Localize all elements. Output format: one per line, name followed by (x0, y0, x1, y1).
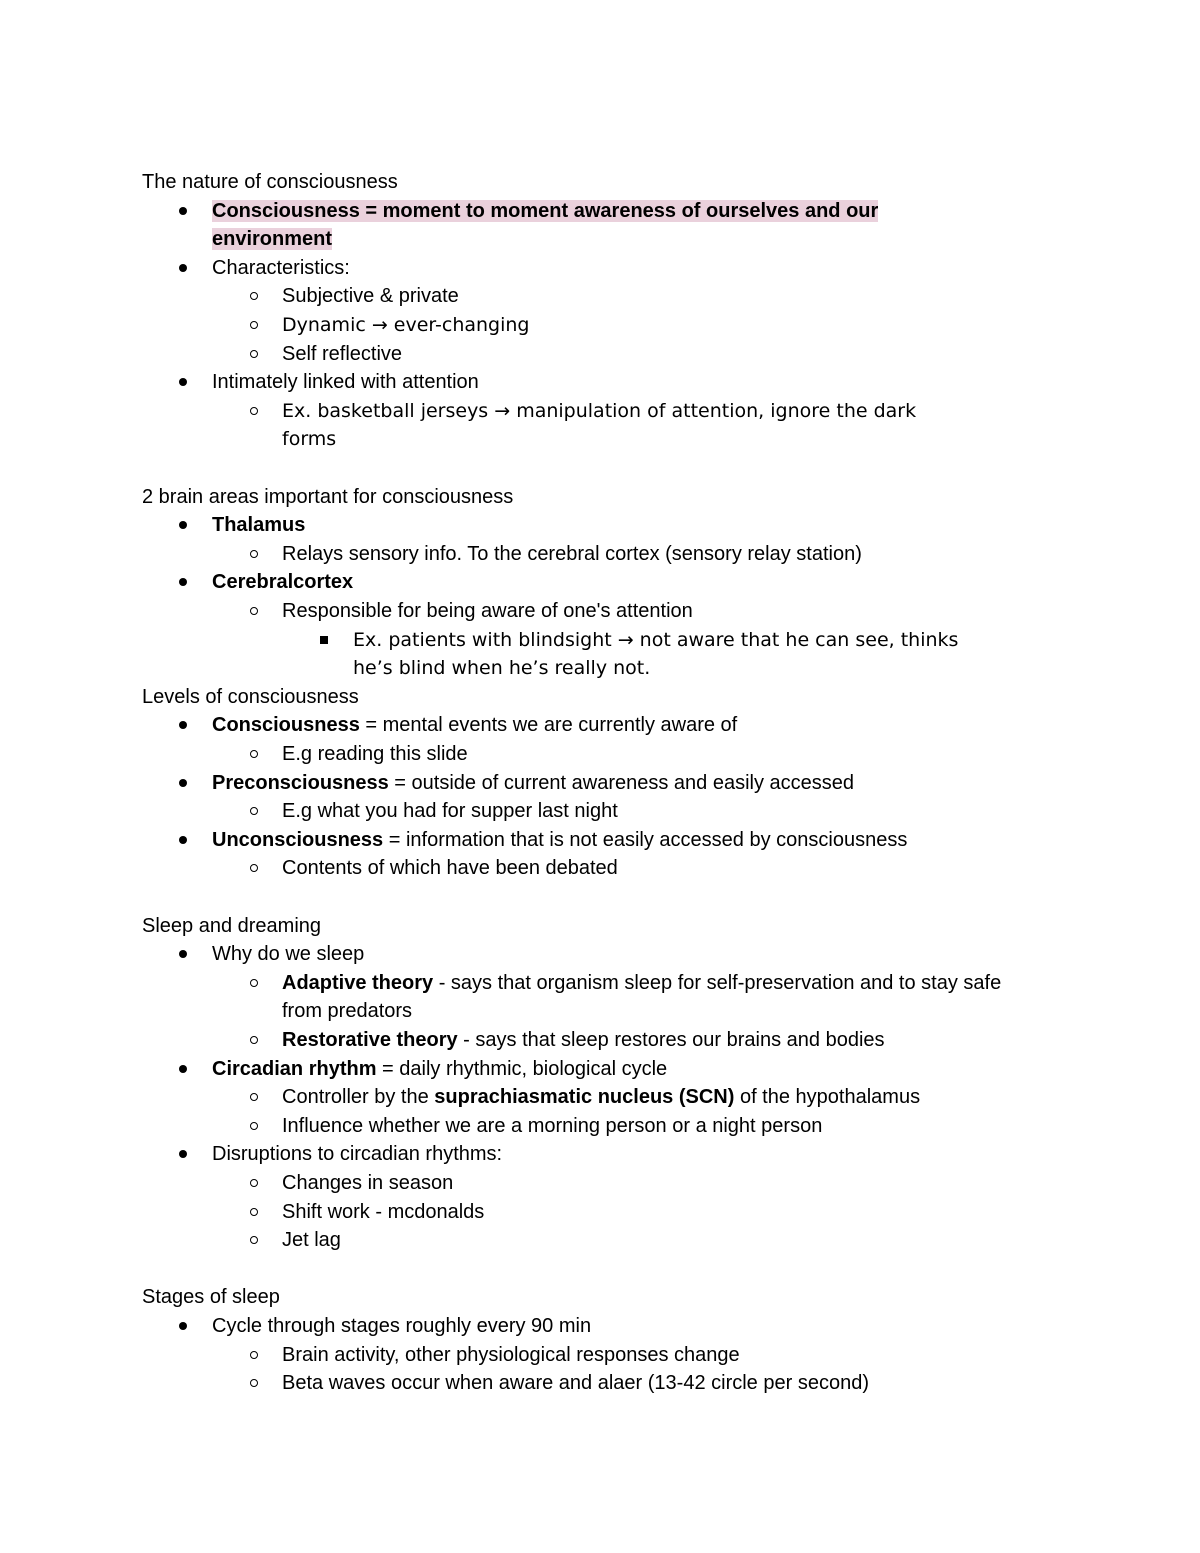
list-item (0, 654, 1200, 683)
bullet-circle-icon (250, 864, 258, 872)
bullet-circle-icon (250, 1122, 258, 1130)
bold-term: Consciousness = moment to moment awareness of ourselves and our (212, 199, 879, 222)
text-run: 2 brain areas important for consciousness (142, 485, 514, 508)
text-run: Cycle through stages roughly every 90 min (212, 1315, 592, 1337)
text-run: of the hypothalamus (734, 1086, 921, 1109)
bullet-circle-icon (250, 1179, 258, 1187)
list-item (0, 1169, 1200, 1198)
line-text (212, 1140, 502, 1169)
text-run: forms (282, 428, 337, 451)
line-text (282, 1198, 484, 1227)
line-text (282, 340, 402, 369)
line-text (212, 197, 878, 226)
bullet-disc-icon (179, 1150, 187, 1158)
section-heading (0, 483, 1200, 512)
text-run: - says that sleep restores our brains and bodies (457, 1029, 885, 1051)
text-run: Ex. basketball jerseys → manipulation of attention, ignore the dark (282, 399, 917, 422)
line-text (282, 311, 529, 340)
line-text (353, 654, 650, 683)
text-run: = information that is not easily accessed by consciousness (383, 828, 908, 851)
line-text (282, 1026, 885, 1055)
list-item (0, 711, 1200, 740)
list-item (0, 568, 1200, 597)
line-text (282, 397, 916, 426)
line-text (282, 1112, 822, 1141)
line-text (282, 797, 618, 826)
line-text (212, 254, 350, 283)
text-run: he’s blind when he’s really not. (353, 657, 651, 680)
bullet-disc-icon (179, 1065, 187, 1073)
list-item (0, 282, 1200, 311)
line-text (142, 683, 359, 712)
bullet-circle-icon (250, 550, 258, 558)
list-item (0, 511, 1200, 540)
line-text (282, 740, 468, 769)
text-run: Changes in season (282, 1172, 454, 1194)
list-item (0, 1198, 1200, 1227)
bold-term: Circadian rhythm (212, 1057, 377, 1080)
text-run: Controller by the (282, 1086, 435, 1109)
list-item (0, 969, 1200, 998)
bullet-circle-icon (250, 607, 258, 615)
bullet-disc-icon (179, 378, 187, 386)
bullet-circle-icon (250, 1208, 258, 1216)
line-text (212, 1055, 667, 1084)
bold-term: Unconsciousness (212, 828, 384, 851)
text-run: Beta waves occur when aware and alaer (13-42 circle per second) (282, 1372, 869, 1395)
line-text (282, 1169, 453, 1198)
list-item (0, 1083, 1200, 1112)
line-text (282, 1083, 920, 1112)
text-run: Contents of which have been debated (282, 857, 618, 880)
text-run: Brain activity, other physiological responses change (282, 1343, 740, 1366)
list-item (0, 854, 1200, 883)
bullet-circle-icon (250, 1093, 258, 1101)
section-heading (0, 168, 1200, 197)
text-run: Levels of consciousness (142, 685, 359, 708)
line-text (212, 711, 737, 740)
bullet-disc-icon (179, 836, 187, 844)
bullet-square-icon (320, 636, 328, 644)
bold-term: Cerebralcortex (212, 571, 354, 594)
list-item (0, 254, 1200, 283)
text-run: Stages of sleep (142, 1286, 280, 1309)
list-item (0, 368, 1200, 397)
bold-term: Adaptive theory (282, 971, 434, 994)
line-text (282, 1341, 740, 1370)
list-item (0, 1140, 1200, 1169)
line-text (282, 282, 459, 311)
bullet-circle-icon (250, 407, 258, 415)
text-run: E.g what you had for supper last night (282, 800, 618, 823)
line-text (282, 969, 1001, 998)
line-text (353, 626, 958, 655)
line-text (282, 540, 862, 569)
bullet-disc-icon (179, 721, 187, 729)
text-run: Shift work - mcdonalds (282, 1200, 485, 1223)
text-run: Dynamic → ever-changing (282, 314, 530, 336)
section-heading (0, 1283, 1200, 1312)
list-item (0, 626, 1200, 655)
line-text (142, 168, 398, 197)
section-heading (0, 683, 1200, 712)
text-run: Jet lag (282, 1229, 341, 1252)
bullet-circle-icon (250, 750, 258, 758)
bullet-circle-icon (250, 350, 258, 358)
bullet-disc-icon (179, 950, 187, 958)
blank-line (0, 454, 1200, 483)
line-text (282, 1369, 869, 1398)
text-run: = mental events we are currently aware of (359, 714, 738, 737)
list-item (0, 826, 1200, 855)
bullet-circle-icon (250, 1236, 258, 1244)
bullet-circle-icon (250, 1036, 258, 1044)
list-item (0, 997, 1200, 1026)
bullet-disc-icon (179, 521, 187, 529)
line-text (212, 769, 854, 798)
list-item (0, 340, 1200, 369)
line-text (282, 854, 618, 883)
text-run: Characteristics: (212, 256, 350, 279)
list-item (0, 797, 1200, 826)
line-text (212, 511, 305, 540)
list-item (0, 540, 1200, 569)
bullet-circle-icon (250, 1351, 258, 1359)
text-run: - says that organism sleep for self-preservation and to stay safe (433, 971, 1002, 994)
text-run: from predators (282, 1000, 413, 1023)
list-item (0, 197, 1200, 226)
list-item (0, 425, 1200, 454)
text-run: = outside of current awareness and easily accessed (388, 771, 855, 794)
line-text (142, 483, 513, 512)
text-run: Ex. patients with blindsight → not aware that he can see, thinks (353, 628, 959, 651)
bullet-circle-icon (250, 292, 258, 300)
text-run: Disruptions to circadian rhythms: (212, 1143, 503, 1166)
line-text (212, 225, 332, 254)
line-text (142, 1283, 280, 1312)
list-item (0, 225, 1200, 254)
list-item (0, 597, 1200, 626)
list-item (0, 769, 1200, 798)
line-text (212, 1312, 591, 1341)
bullet-disc-icon (179, 1322, 187, 1330)
text-run: The nature of consciousness (142, 171, 398, 193)
bullet-circle-icon (250, 1379, 258, 1387)
text-run: Relays sensory info. To the cerebral cortex (sensory relay station) (282, 542, 862, 565)
line-text (142, 912, 321, 941)
text-run: Intimately linked with attention (212, 371, 479, 394)
bullet-circle-icon (250, 979, 258, 987)
line-text (212, 826, 907, 855)
bullet-circle-icon (250, 321, 258, 329)
text-run: Influence whether we are a morning person or a night person (282, 1114, 823, 1137)
list-item (0, 1112, 1200, 1141)
line-text (282, 597, 693, 626)
text-run: Self reflective (282, 342, 403, 365)
bullet-circle-icon (250, 807, 258, 815)
text-run: Subjective & private (282, 285, 459, 308)
bold-term: suprachiasmatic nucleus (SCN) (434, 1086, 735, 1109)
section-heading (0, 912, 1200, 941)
blank-line (0, 1255, 1200, 1284)
line-text (212, 568, 353, 597)
list-item (0, 1312, 1200, 1341)
line-text (282, 1226, 341, 1255)
blank-line (0, 883, 1200, 912)
text-run: Sleep and dreaming (142, 914, 322, 937)
list-item (0, 1026, 1200, 1055)
bold-term: Preconsciousness (212, 771, 389, 794)
bold-term: Thalamus (212, 514, 306, 537)
bold-term: environment (212, 228, 333, 251)
bullet-disc-icon (179, 264, 187, 272)
line-text (282, 425, 336, 454)
line-text (212, 940, 364, 969)
bold-term: Restorative theory (282, 1029, 458, 1051)
list-item (0, 1369, 1200, 1398)
list-item (0, 397, 1200, 426)
bullet-disc-icon (179, 578, 187, 586)
list-item (0, 1055, 1200, 1084)
line-text (282, 997, 412, 1026)
bold-term: Consciousness (212, 714, 360, 737)
text-run: E.g reading this slide (282, 743, 468, 765)
list-item (0, 940, 1200, 969)
bullet-disc-icon (179, 207, 187, 215)
text-run: Responsible for being aware of one's attention (282, 600, 693, 622)
bullet-disc-icon (179, 779, 187, 787)
list-item (0, 311, 1200, 340)
line-text (212, 368, 479, 397)
text-run: Why do we sleep (212, 943, 365, 966)
text-run: = daily rhythmic, biological cycle (376, 1057, 668, 1080)
list-item (0, 1341, 1200, 1370)
list-item (0, 740, 1200, 769)
list-item (0, 1226, 1200, 1255)
